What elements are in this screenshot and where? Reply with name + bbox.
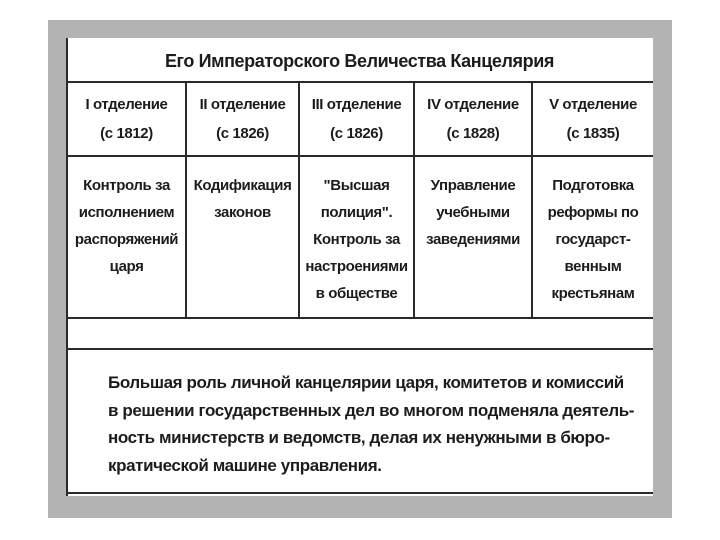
note-line: ность министерств и ведомств, делая их ненужными в бюро- [108, 428, 610, 447]
cell-line: государст- [555, 231, 631, 248]
cell-line: Управление [430, 177, 516, 194]
column-header-2 [187, 90, 298, 148]
note-line: кратической машине управления. [108, 455, 382, 475]
cell-line: Подготовка [552, 177, 634, 194]
cell-line: Кодификация [193, 177, 292, 194]
column-body-3 [300, 172, 413, 307]
cell-line: царя [109, 258, 144, 275]
table-title: Его Императорского Величества Канцелярия [164, 51, 555, 71]
cell-line: учебными [436, 204, 510, 221]
cell-line: заведениями [426, 231, 520, 248]
column-body-4 [415, 172, 531, 253]
column-name: I отделение [85, 96, 168, 113]
cell-line: "Высшая [323, 177, 390, 194]
cell-line: распоряжений [74, 231, 179, 248]
column-year: (с 1812) [100, 125, 153, 142]
column-year: (с 1826) [216, 125, 269, 142]
column-year: (с 1835) [566, 125, 620, 142]
column-body-5 [533, 172, 653, 307]
column-name: IV отделение [427, 96, 519, 113]
cell-line: в обществе [315, 285, 398, 302]
column-year: (с 1826) [330, 125, 383, 142]
cell-line: настроениями [305, 258, 408, 275]
spacer-divider [66, 348, 653, 350]
column-name: III отделение [311, 96, 402, 113]
column-header-5 [533, 90, 653, 148]
column-body-1 [68, 172, 185, 280]
column-header-4 [415, 90, 531, 148]
bottom-divider [66, 492, 653, 494]
cell-line: Контроль за [83, 177, 170, 194]
title-divider [66, 81, 653, 83]
column-header-1 [68, 90, 185, 148]
header-divider [66, 155, 653, 157]
cell-line: крестьянам [551, 285, 635, 302]
body-divider [66, 317, 653, 319]
cell-line: законов [214, 204, 271, 221]
cell-line: венным [564, 258, 622, 275]
cell-line: исполнением [78, 204, 175, 221]
column-year: (с 1828) [446, 125, 500, 142]
note-line: в решении государственных дел во многом подменяла деятель- [108, 400, 635, 420]
note-line: Большая роль личной канцелярии царя, комитетов и комиссий [108, 373, 624, 392]
column-body-2 [187, 172, 298, 226]
cell-line: реформы по [547, 204, 639, 221]
column-name: V отделение [549, 96, 637, 113]
summary-note [108, 369, 634, 479]
column-header-3 [300, 90, 413, 148]
cell-line: полиция". [320, 204, 393, 221]
column-name: II отделение [199, 96, 286, 113]
cell-line: Контроль за [313, 231, 400, 248]
